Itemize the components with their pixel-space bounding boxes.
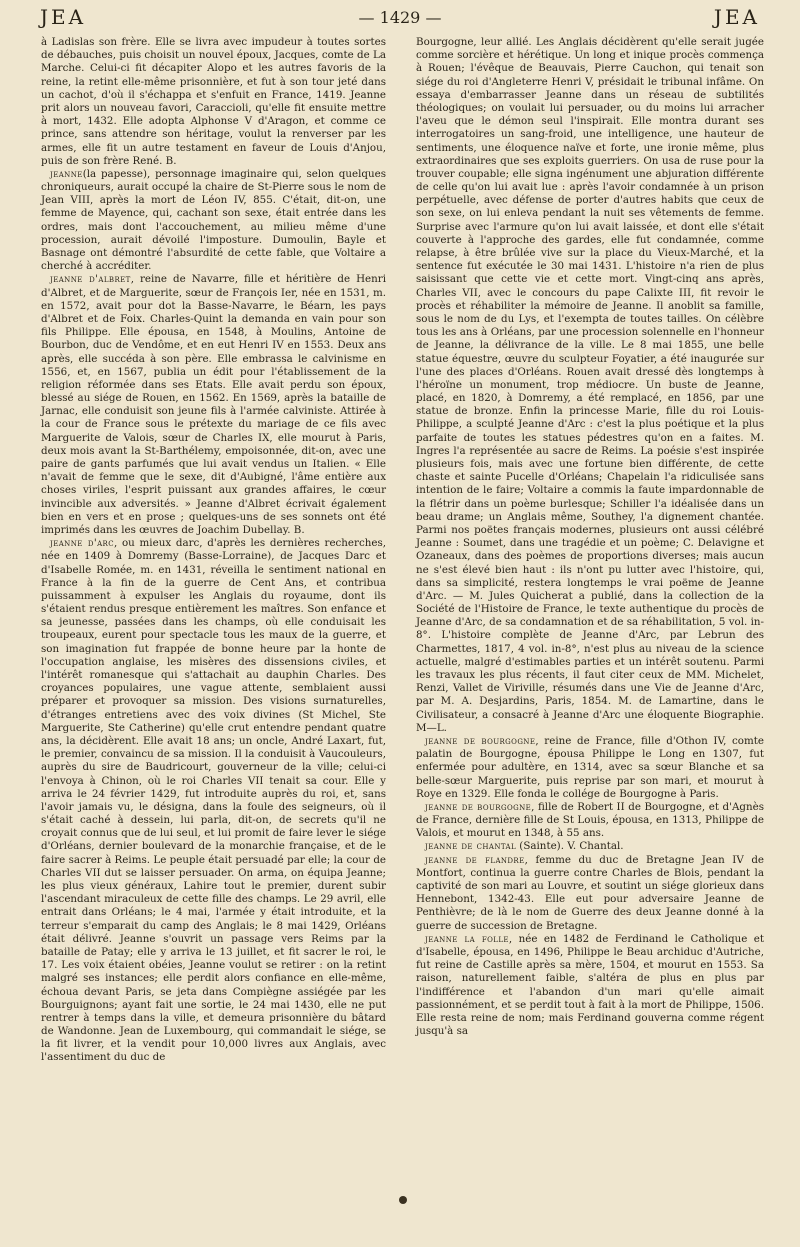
dictionary-entry xyxy=(416,933,764,1039)
dictionary-entry xyxy=(41,537,386,1065)
printer-mark xyxy=(399,1196,407,1204)
entry-headword: jeanne la folle xyxy=(425,932,509,945)
entry-text: , reine de France, fille d'Othon IV, comte palatin de Bourgogne, épousa Philippe le Long en 1307, fut enfermée pour adultère, en 1314, avec sa sœur Blanche et sa belle-sœur Marguerite, puis reprise par son mari, et mourut à Roye en 1329. Elle fonda le collége de Bourgogne à Paris. xyxy=(416,734,765,800)
dictionary-entry xyxy=(416,854,764,933)
entry-text: , née en 1482 de Ferdinand le Catholique et d'Isabelle, épousa, en 1496, Philippe le Beau archiduc d'Autriche, fut reine de Castille après sa mère, 1504, et mourut en 1553. Sa raison, naturellement faible, s'altéra de plus en plus par l'indifférence et l'abandon d'un mari qu'elle aimait passionnément, et se perdit tout à fait à la mort de Philippe, 1506. Elle resta reine de nom; mais Ferdinand gouverna comme régent jusqu'à sa xyxy=(416,932,764,1038)
header-left: JEA xyxy=(40,5,87,29)
entry-text: , fille de Robert II de Bourgogne, et d'Agnès de France, dernière fille de St Louis, épousa, en 1313, Philippe de Valois, et mourut en 1348, à 55 ans. xyxy=(416,800,764,840)
entry-text: Bourgogne, leur allié. Les Anglais décidèrent qu'elle serait jugée comme sorcière et hérétique. Un long et inique procès commença à Rouen; l'évêque de Beauvais, Pierre Cauchon, qui tenait son siége du roi d'Angleterre Henri V, présidait le tribunal infâme. On essaya d'embarrasser Jeanne dans un réseau de subtilités théologiques; on voulait lui persuader, ou du moins lui arracher l'aveu que le démon seul l'inspirait. Elle montra durant ses interrogatoires un sang-froid, une intelligence, une hauteur de sentiments, une éloquence naïve et forte, une ironie même, plus extraordinaires que ses exploits guerriers. On usa de ruse pour la trouver coupable; elle signa ingénument une abjuration différente de celle qu'on lui avait lue : après l'avoir condamnée à un prison perpétuelle, avec défense de porter d'autres habits que ceux de son sexe, on lui enleva pendant la nuit ses vêtements de femme. Surprise avec l'armure qu'on lui avait laissée, et dont elle s'était couverte à l'approche des gardes, elle fut condamnée, comme relapse, à être brûlée vive sur la place du Vieux-Marché, et la sentence fut exécutée le 30 mai 1431. L'histoire n'a rien de plus saisissant que cette vie et cette mort. Vingt-cinq ans après, Charles VII, avec le concours du pape Calixte III, fit revoir le procès et réhabiliter la mémoire de Jeanne. Il anoblit sa famille, sous le nom de du Lys, et l'exempta de toutes tailles. On célèbre tous les ans à Orléans, par une procession solennelle en l'honneur de Jeanne, la délivrance de la ville. Le 8 mai 1855, une belle statue équestre, œuvre du sculpteur Foyatier, a été inaugurée sur l'une des places d'Orléans. Rouen avait dressé dès longtemps à l'héroïne un monument, trop médiocre. Un buste de Jeanne, placé, en 1820, à Domremy, a été remplacé, en 1856, par une statue de bronze. Enfin la princesse Marie, fille du roi Louis-Philippe, a sculpté Jeanne d'Arc : c'est la plus poétique et la plus parfaite de toutes les statues pédestres qu'on en a faites. M. Ingres l'a représentée au sacre de Reims. La poésie s'est inspirée plusieurs fois, mais avec une fortune bien différente, de cette chaste et sainte Pucelle d'Orléans; Chapelain l'a ridiculisée sans intention de le faire; Voltaire a commis la faute impardonnable de la flétrir dans un poème burlesque; Schiller l'a idéalisée dans un beau drame; un Anglais même, Southey, l'a dignement chantée. Parmi nos poëtes français modernes, plusieurs ont aussi célébré Jeanne : Soumet, dans une tragédie et un poème; C. Delavigne et Ozaneaux, dans des poèmes de proportions diverses; mais aucun ne s'est élevé bien haut : ils n'ont pu lutter avec l'histoire, qui, dans sa simplicité, restera longtemps le vrai poëme de Jeanne d'Arc. — M. Jules Quicherat a publié, dans la collection de la Société de l'Histoire de France, le texte authentique du procès de Jeanne d'Arc, de sa condamnation et de sa réhabilitation, 5 vol. in-8°. L'histoire complète de Jeanne d'Arc, par Lebrun des Charmettes, 1817, 4 vol. in-8°, n'est plus au niveau de la science actuelle, malgré d'estimables parties et un intérêt soutenu. Parmi les travaux les plus récents, il faut citer ceux de MM. Michelet, Renzi, Vallet de Viriville, résumés dans une Vie de Jeanne d'Arc, par M. A. Desjardins, Paris, 1854. M. de Lamartine, dans le Civilisateur, a consacré à Jeanne d'Arc une éloquente Biographie. M—L. xyxy=(416,36,764,734)
entry-headword: jeanne de flandre xyxy=(425,853,525,866)
dictionary-entry xyxy=(416,801,764,841)
entry-text: (la papesse), personnage imaginaire qui, selon quelques chroniqueurs, aurait occupé la chaire de St-Pierre sous le nom de Jean VIII, après la mort de Léon IV, 855. C'était, dit-on, une femme de Mayence, qui, cachant son sexe, était entrée dans les ordres, mais dont l'accouchement, au milieu même d'une procession, aurait dévoilé l'imposture. Dumoulin, Bayle et Basnage ont démontré l'absurdité de cette fable, que Voltaire a cherché à accréditer. xyxy=(41,167,386,273)
entry-text: , femme du duc de Bretagne Jean IV de Montfort, continua la guerre contre Charles de Blois, pendant la captivité de son mari au Louvre, et soutint un siége glorieux dans Hennebont, 1342-43. Elle eut pour adversaire Jeanne de Penthièvre; de là le nom de Guerre des deux Jeanne donné à la guerre de succession de Bretagne. xyxy=(416,853,765,932)
running-header xyxy=(40,4,760,30)
entry-headword: jeanne de bourgogne xyxy=(425,800,532,813)
entry-headword: jeanne d'arc xyxy=(50,537,114,550)
entry-headword: jeanne de bourgogne xyxy=(425,734,536,747)
entry-continuation xyxy=(41,36,386,168)
left-column xyxy=(41,36,386,1065)
entry-text: à Ladislas son frère. Elle se livra avec impudeur à toutes sortes de débauches, puis choisit un nouvel époux, Jacques, comte de La Marche. Celui-ci fit décapiter Alopo et les autres favoris de la reine, la retint elle-même prisonnière, et fut à son tour jeté dans un cachot, d'où il s'échappa et s'enfuit en France, 1419. Jeanne prit alors un nouveau favori, Caraccioli, qu'elle fit ensuite mettre à mort, 1432. Elle adopta Alphonse V d'Aragon, et comme ce prince, sans attendre son héritage, voulut la renverser par les armes, elle fit un autre testament en faveur de Louis d'Anjou, puis de son frère René. B. xyxy=(41,36,386,167)
entry-continuation xyxy=(416,36,764,735)
dictionary-entry xyxy=(41,273,386,537)
entry-headword: jeanne d'albret xyxy=(50,273,131,286)
page-number: — 1429 — xyxy=(358,7,442,27)
dictionary-entry xyxy=(416,840,764,853)
header-right: JEA xyxy=(713,5,760,29)
entry-text: (Sainte). V. Chantal. xyxy=(516,840,624,853)
entry-headword: jeanne de chantal xyxy=(425,840,517,853)
right-column xyxy=(416,36,764,1038)
entry-headword: jeanne xyxy=(50,167,83,180)
dictionary-entry xyxy=(416,735,764,801)
entry-text: , ou mieux darc, d'après les dernières recherches, née en 1409 à Domremy (Basse-Lorraine), de Jacques Darc et d'Isabelle Romée, m. en 1431, réveilla le sentiment national en France à la fin de la guerre de Cent Ans, et contribua puissamment à expulser les Anglais du royaume, dont ils s'étaient rendus presque entièrement les maîtres. Son enfance et sa jeunesse, passées dans les champs, où elle conduisait les troupeaux, eurent pour spectacle tous les maux de la guerre, et son imagination fut frappée de bonne heure par la honte de l'occupation anglaise, les misères des dissensions civiles, et l'intérêt romanesque qui s'attachait au dauphin Charles. Des croyances populaires, une vague attente, semblaient aussi préparer et provoquer sa mission. Des visions surnaturelles, d'étranges entretiens avec des voix divines (St Michel, Ste Marguerite, Ste Catherine) qu'elle crut entendre pendant quatre ans, la décidèrent. Elle avait 18 ans; un oncle, André Laxart, fut, le premier, convaincu de sa mission. Il la conduisit à Vaucouleurs, auprès du sire de Baudricourt, gouverneur de la ville; celui-ci l'envoya à Chinon, où le roi Charles VII tenait sa cour. Elle y arriva le 24 février 1429, fut introduite auprès du roi, et, sans l'avoir jamais vu, le désigna, dans la foule des seigneurs, où il s'était caché à dessein, lui parla, dit-on, de secrets qu'il ne croyait connus que de lui seul, et lui promit de faire lever le siége d'Orléans, dernier boulevard de la monarchie française, et de le faire sacrer à Reims. Le peuple était persuadé par elle; la cour de Charles VII dut se laisser persuader. On arma, on équipa Jeanne; les plus vieux généraux, Lahire tout le premier, durent subir l'ascendant miraculeux de cette fille des champs. Le 29 avril, elle entrait dans Orléans; le 4 mai, l'armée y était introduite, et la terreur s'emparait du camp des Anglais; le 8 mai 1429, Orléans était délivré. Jeanne s'ouvrit un passage vers Reims par la bataille de Patay; elle y arriva le 13 juillet, et fit sacrer le roi, le 17. Les voix étaient obéies, Jeanne voulut se retirer : on la retint malgré ses instances; elle perdit alors confiance en elle-même, échoua devant Paris, se jeta dans Compiègne assiégée par les Bourguignons; ayant fait une sortie, le 24 mai 1430, elle ne put rentrer à temps dans la ville, et demeura prisonnière du bâtard de Wandonne. Jean de Luxembourg, qui commandait le siége, se la fit livrer, et la vendit pour 10,000 livres aux Anglais, avec l'assentiment du duc de xyxy=(41,537,386,1064)
entry-text: , reine de Navarre, fille et héritière de Henri d'Albret, et de Marguerite, sœur de François Ier, née en 1531, m. en 1572, avait pour dot la Basse-Navarre, le Béarn, les pays d'Albret et de Foix. Charles-Quint la demanda en vain pour son fils Philippe. Elle épousa, en 1548, à Moulins, Antoine de Bourbon, duc de Vendôme, et en eut Henri IV en 1553. Deux ans après, elle succéda à son père. Elle embrassa le calvinisme en 1556, et, en 1567, publia un édit pour l'établissement de la religion réformée dans ses Etats. Elle avait perdu son époux, blessé au siége de Rouen, en 1562. En 1569, après la bataille de Jarnac, elle conduisit son jeune fils à l'armée calviniste. Attirée à la cour de France sous le prétexte du mariage de ce fils avec Marguerite de Valois, sœur de Charles IX, elle mourut à Paris, deux mois avant la St-Barthélemy, empoisonnée, dit-on, avec une paire de gants parfumés que lui avait vendus un Italien. « Elle n'avait de femme que le sexe, dit d'Aubigné, l'âme entière aux choses viriles, l'esprit puissant aux grandes affaires, le cœur invincible aux adversités. » Jeanne d'Albret écrivait également bien en vers et en prose ; quelques-uns de ses sonnets ont été imprimés dans les œuvres de Joachim Dubellay. B. xyxy=(41,273,386,536)
dictionary-entry xyxy=(41,168,386,274)
